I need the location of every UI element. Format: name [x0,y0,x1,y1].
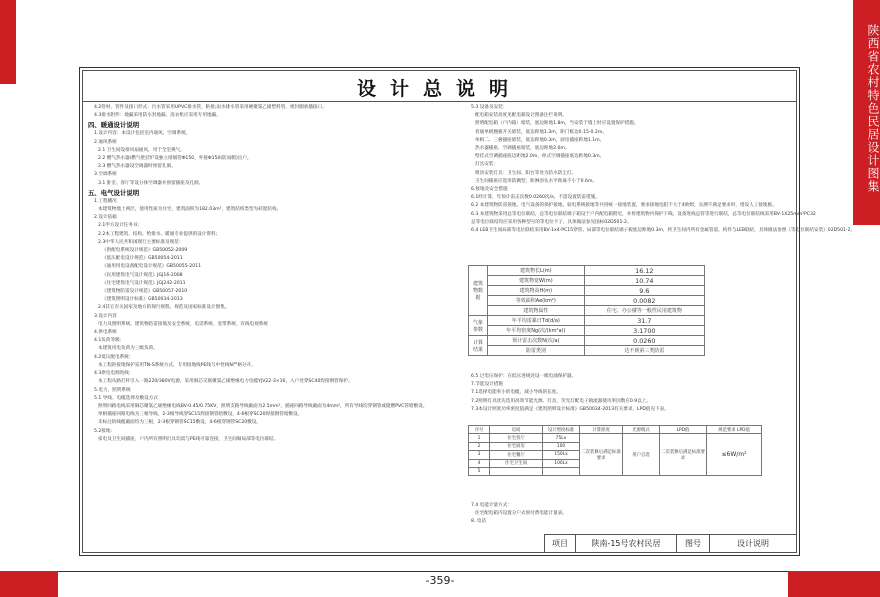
text-line: 电力及照明系统、建筑物防雷接地及安全系统，电话系统、宽带系统、有线电视系统 [98,321,268,327]
cell-room: 住宅厨房 [490,442,543,450]
title-block-row [545,535,797,553]
row-value: 9.6 [584,286,704,296]
group-label: 计算结果 [469,336,488,356]
left-red-bar [0,0,16,84]
text-line: 《建筑照明设计标准》GB50034-2013 [102,297,183,303]
drawing-label: 图号 [677,535,710,553]
cell-lux: 100 [543,442,580,450]
row-label: 防雷类别 [488,346,585,356]
text-line: 灯具安装： [475,162,498,168]
text-line: 6.3 本建筑物采用总等电位联结，总等电位联结端子箱设于户内配电箱附近，并将建筑物内保护干线、设备进线总管等进行联结，总等电位联结线采用BV-1X25mm²PC32 [471,211,816,217]
text-line: 6.接地及安全措施 [471,187,508,193]
text-line: 《通用用电设备配电设计规范》GB50055-2011 [102,264,201,270]
header-cell: LPD值 [660,426,707,434]
cell-lux [543,467,580,475]
cell-index: 4 [469,459,490,467]
table-row [469,434,762,442]
row-label: 建筑物高H(m) [488,286,585,296]
text-line: 4.3供电电源进线： [94,371,134,377]
text-line: 6.5 过电压保护：在低压进线处设一级电涌保护器。 [471,374,577,379]
text-line: 2.1 卫生间设排风扇通风，用于全室换气。 [98,147,185,153]
text-line: 7.节能设计措施 [471,382,503,388]
cell-lpd: 二次装修后满足标准要求 [660,434,707,476]
text-line: 2.通风系统 [94,139,117,145]
text-line: 6.1经计算，年预计雷击次数0.0260次/a，不需设置防雷措施。 [471,195,600,201]
text-line: 4.3排水附件：地漏采用防水封地漏，洗衣机应采用专用地漏。 [94,113,221,119]
cell-index: 5 [469,467,490,475]
text-line: 家电及卫生间插座，户内所有照明灯具均需与PE线可靠连接，卫生间做局部等电位联结。 [98,436,279,442]
text-line: 《建筑物防雷设计规范》GB50057-2010 [102,289,188,295]
group-label: 气象参数 [469,316,488,336]
footer-rule [58,571,788,572]
header-cell: 房间 [490,426,543,434]
table-row [469,346,705,356]
text-line: 4.1负荷等级： [94,338,125,344]
text-line: 5.2接地： [94,428,116,434]
text-line: 5.3 设备及安装： [471,105,508,110]
cell-index: 1 [469,434,490,442]
group-label: 建筑物数据 [469,266,488,316]
drawing-name: 设计说明 [710,535,797,553]
row-value: 0.0260 [584,336,704,346]
row-label: 等效面积Ae(km²) [488,296,585,306]
cell-room [490,467,543,475]
text-line: 照明回路电线采用铜芯聚氯乙烯绝缘电线BV-0.45/0.75KV，照明支路导线截面为2.5mm²，插座回路导线截面为4mm²，所有导线均穿钢管或阻燃PVC管暗敷设。 [98,403,428,409]
text-line: 2.4其它有关国家及地方的现行规程、规范及国家标准设计图集。 [98,305,230,311]
text-line: 总等电位联结均应采用各种型号的等电位卡子，具体做法参见国标02D501-2。 [471,219,632,225]
text-line: 单相二、三极插座暗装，底边距地0.3m，厨房插座距地1.1m。 [475,137,605,143]
table-row [469,266,705,276]
text-line: 本建筑物地上两层，使用性质为住宅，建筑面积为182.03m²，建筑结构类型为砖混结构。 [98,207,282,213]
table-row [469,276,705,286]
cell-index: 3 [469,451,490,459]
row-label: 建筑物长L(m) [488,266,585,276]
text-line: 2.2本工程建筑、结构、给排水、暖通专业提供的设计资料； [98,231,221,237]
text-line: 本工程的接地保护采用TN-S系统方式，专用接地线PE线与中性线N严格分开。 [98,362,256,368]
text-line: 7.1选择电能率小的电缆，减小导线的长度。 [471,390,561,396]
text-line: 2.设计依据 [94,215,117,221]
title-rule [82,101,797,102]
text-line: 《民用建筑电气设计规范》JGJ16-2008 [102,272,183,278]
table-row [469,286,705,296]
text-line: 4.2低压配电系统： [94,354,134,360]
header-cell: 规范要求 LPD值 [707,426,762,434]
text-line: 配电箱安装高度见配电箱设计图备注栏说明。 [475,113,567,119]
left-text-column [88,104,450,444]
table-row [469,296,705,306]
row-value: 达不到第三类防雷 [584,346,704,356]
row-value: 31.7 [584,316,704,326]
table-header-row [469,426,762,434]
row-label: 预计雷击次数N(次/a) [488,336,585,346]
section-heading: 四、暖通设计说明 [88,121,140,130]
right-text-bottom [465,502,567,527]
cell-source: 用户自选 [623,434,660,476]
text-line: 单相插座回路电线为三根导线，2-3根导线穿SC15焊接钢管暗敷设，4-6根穿SC20焊接钢管暗敷设。 [98,412,303,418]
text-line: 4.供电系统 [94,330,117,336]
text-line: 卫生间插座应选用防溅型，距淋浴头水平距离不小于0.6m。 [475,178,598,184]
header-cell: 光源模式 [623,426,660,434]
right-text-column [465,104,856,235]
header-cell: 序号 [469,426,490,434]
cell-lux: 150Lx [543,451,580,459]
text-line: 7.3本设计照度功率密度值满足《建筑照明设计标准》GB50034-2013有关要求，LPD值见下表。 [471,406,669,412]
text-line: 本建筑用电负荷为三级负荷。 [98,346,158,352]
text-line: 普通单极翘板开关暗装，底边距地1.3m，距门框边0.15-0.2m。 [475,129,607,135]
lpd-table [468,425,762,476]
page-number: -359- [425,574,455,587]
text-line: 3.1 卧室、客厅等设分体空调器并预留插座及孔洞。 [98,180,204,186]
text-line: 未标注的线缆截面均为三根，2-3根穿钢管SC15敷设，4-6根穿钢管SC20敷设。 [98,420,261,426]
section-heading: 五、电气设计说明 [88,188,140,197]
page-title: 设计总说明 [356,78,522,100]
right-text-middle [465,373,669,414]
text-line: 6.2 本建筑物防雷接地、电气设备的保护接地、弱电系统接地等共用统一接地装置，要求接地电阻不大于4欧姆，实测不满足要求时，增设人工接地极。 [471,203,777,209]
row-label: 年平均雷暴日Td(d/a) [488,316,585,326]
row-label: 建筑物属性 [488,306,585,316]
project-name: 陕南-15号农村民居 [576,535,677,553]
cell-calc: 二次装修后满足标准要求 [580,434,623,476]
title-block [544,534,797,553]
table-row [469,306,705,316]
right-red-bar [853,0,880,225]
text-line: 4.2管材、管件及接口形式：污水管采用UPVC排水管，粘接;雨水排水管采用硬聚氯乙烯塑料管，密封圈承插接口。 [94,105,327,110]
text-line: 照明配电箱（户内箱）暗装，底边距地1.8m，当安装于墙上时应设置保护措施。 [475,121,639,127]
text-line: 7.4 电能计量方式： [471,503,512,508]
text-line: 3.设计内容 [94,313,117,319]
text-line: 《低压配电设计规范》GB50054-2011 [102,256,183,262]
row-value: 住宅、办公楼等一般性民用建筑物 [584,306,704,316]
series-title: 陕西省农村特色民居设计图集 [866,24,880,193]
row-value: 10.74 [584,276,704,286]
text-line: 7.2照明灯具优先选用高效节能光源、灯具，荧光灯配电子镇流器使功率因数在0.9以上。 [471,398,651,404]
row-label: 建筑物宽W(m) [488,276,585,286]
text-line: 《供配电系统设计规范》GB50052-2009 [102,248,188,254]
row-value: 3.1700 [584,326,704,336]
text-line: 2.3中华人民共和国现行主要标准及规范： [98,239,184,245]
project-label: 项目 [545,535,576,553]
text-line: 2.3 燃气热水器设空调器时预留孔洞。 [98,164,176,170]
table-row [469,316,705,326]
text-line: 热水器插座、空调插座暗装，底边距地2.0m。 [475,146,570,152]
text-line: 本工程从路灯杆引入一路220/380V电源，采用铜芯交联聚氯乙烯绝缘电力电缆YJV22-3×16，入户处穿SC40焊接钢管保护。 [98,379,353,385]
text-line: 《住宅建筑电气设计规范》JGJ242-2011 [102,280,186,286]
cell-lux: 75Lx [543,434,580,442]
text-line: 5.电力、照明系统 [94,387,131,393]
text-line: 2.1甲方设计任务书； [98,223,143,229]
table-row [469,326,705,336]
text-line: 2.2 燃气热水器/燃气壁挂炉设独立排烟管Φ150，外接Φ150(防雨帽)出户。 [98,156,252,162]
table-row [469,336,705,346]
cell-room: 住宅卫生间 [490,459,543,467]
text-line: 8. 电话 [471,519,487,525]
header-cell: 设计照度标准 [543,426,580,434]
row-value: 0.0082 [584,296,704,306]
row-label: 年平均密度Ng(次/(km²a)) [488,326,585,336]
header-cell: 计算照度 [580,426,623,434]
text-line: 5.1 导线、电缆选择及敷设方式： [94,395,163,401]
cell-lpd-req: ≤6W/m² [707,434,762,476]
cell-index: 2 [469,442,490,450]
text-line: 住宅配电箱内设置分户式预付费电能计量表。 [475,511,567,517]
row-value: 16.12 [584,266,704,276]
text-line: 6.4 LEB卫生间局部等电位联结采用BV-1x4-PC15穿管。局部等电位联结端子板底边距地0.3m，将卫生间内所有金属管道、构件与LEB联结，具体做法参照《等电位联结安装》02D501-2。 [471,228,856,234]
text-line: 吸顶安装灯具：卫生间、阳台等处为防水防尘灯。 [475,170,577,176]
text-line: 3.空调系统 [94,172,117,178]
text-line: 1.设计内容：本设计包括室内通风、空调系统。 [94,131,191,137]
right-text-top [465,104,856,235]
cell-lux: 100Lx [543,459,580,467]
lightning-calc-table [468,265,705,356]
cell-room: 住宅客厅 [490,434,543,442]
cell-room: 住宅餐厅 [490,451,543,459]
text-line: 1.工程概况 [94,198,117,204]
text-line: 壁挂式空调插座底边距地2.0m，柜式空调插座底边距地0.3m。 [475,154,605,160]
